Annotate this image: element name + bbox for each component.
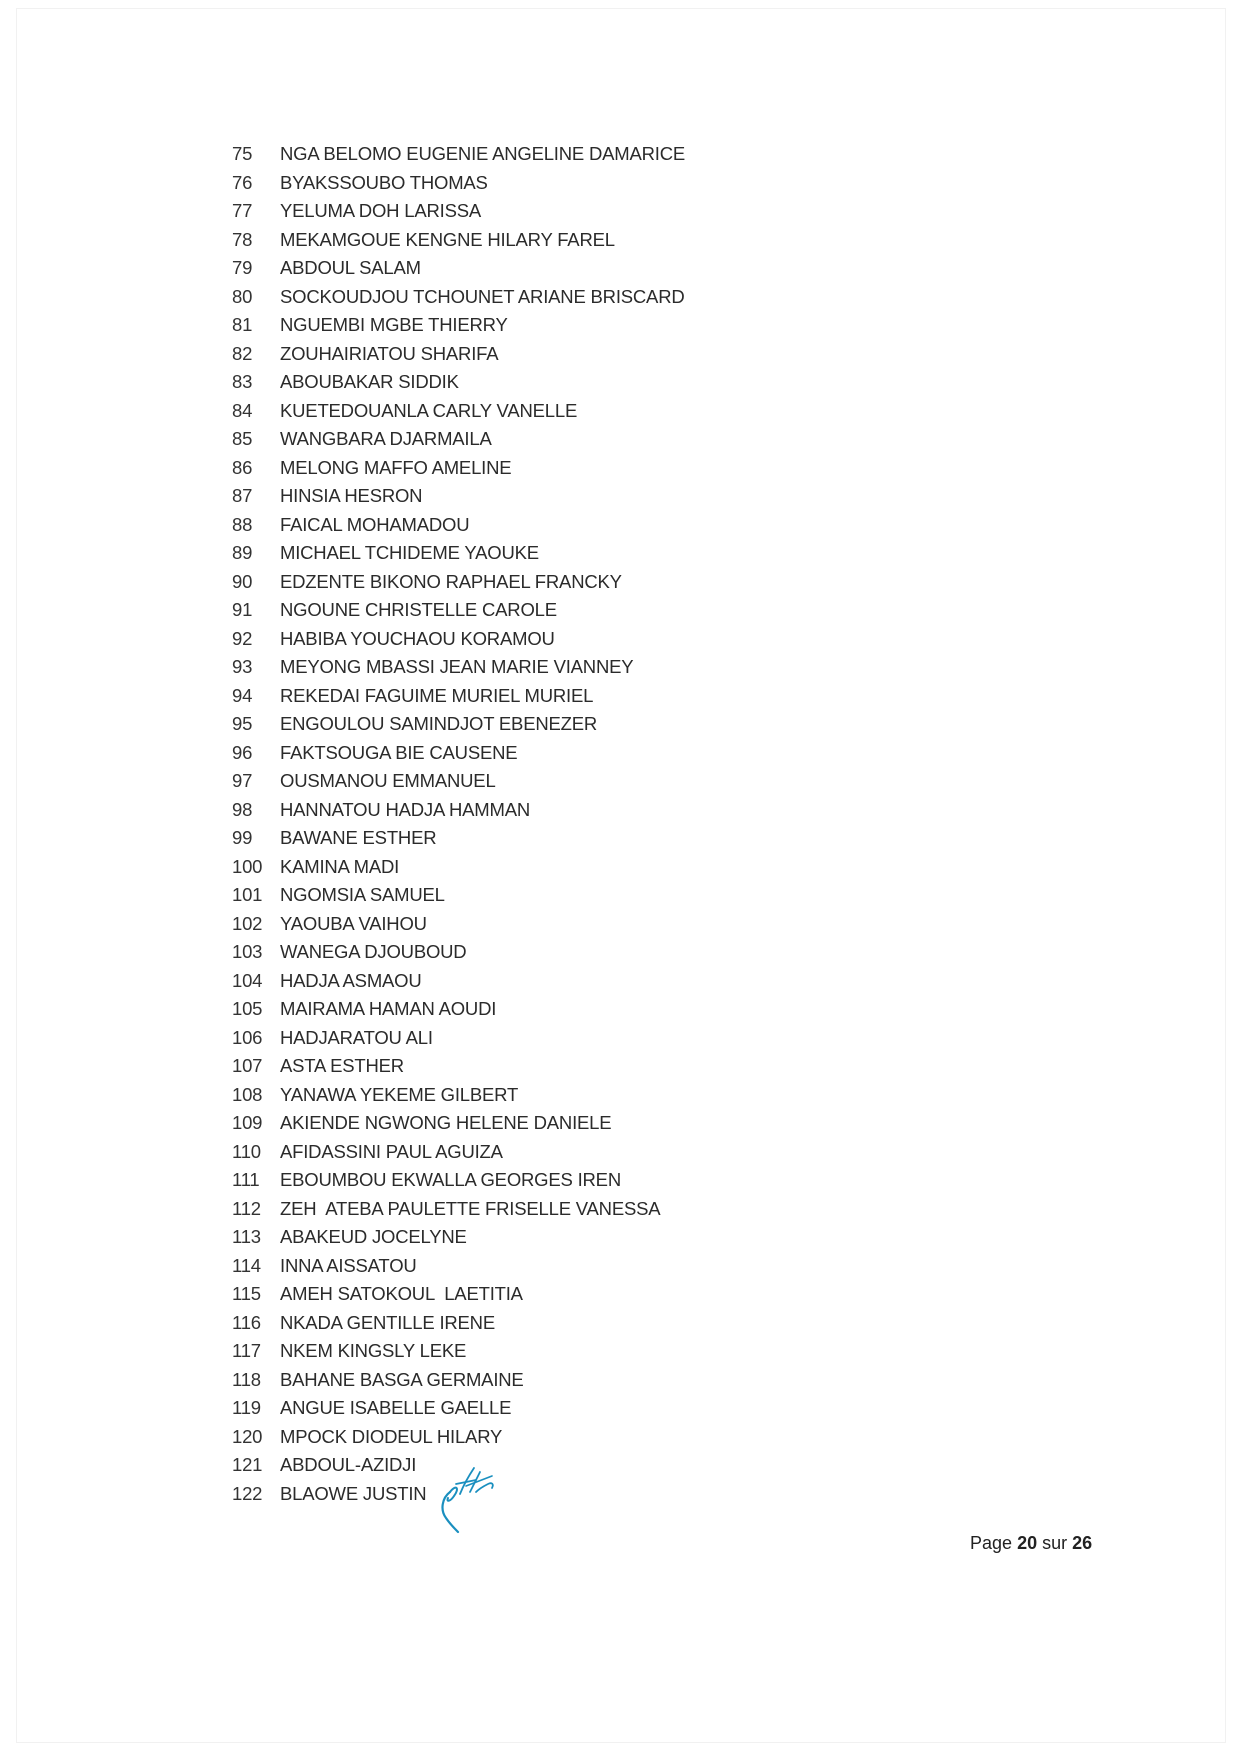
entry-number: 84 (232, 399, 253, 421)
entry-number: 111 (232, 1169, 260, 1190)
entry-number: 105 (232, 998, 263, 1019)
handwritten-signature (436, 1462, 502, 1534)
list-item (232, 799, 685, 828)
entry-name: ZEH ATEBA PAULETTE FRISELLE VANESSA (280, 1197, 661, 1219)
entry-name: ANGUE ISABELLE GAELLE (280, 1397, 512, 1418)
list-item (232, 913, 685, 942)
entry-name: REKEDAI FAGUIME MURIEL MURIEL (280, 684, 594, 706)
list-item (232, 827, 685, 856)
entry-number: 115 (232, 1283, 261, 1304)
name-list (232, 143, 685, 1511)
entry-name: KAMINA MADI (280, 855, 400, 877)
list-item (232, 1312, 685, 1341)
list-item (232, 884, 685, 913)
page-label: Page (970, 1533, 1013, 1553)
list-item (232, 856, 685, 885)
entry-number: 92 (232, 627, 253, 649)
list-item (232, 371, 685, 400)
entry-name: YELUMA DOH LARISSA (280, 200, 481, 221)
entry-number: 86 (232, 456, 253, 478)
entry-number: 87 (232, 485, 253, 506)
list-item (232, 1027, 685, 1056)
list-item (232, 713, 685, 742)
entry-number: 85 (232, 428, 253, 449)
entry-name: ZOUHAIRIATOU SHARIFA (280, 342, 499, 364)
entry-name: HADJARATOU ALI (280, 1026, 433, 1048)
list-item (232, 1198, 685, 1227)
list-item (232, 1255, 685, 1284)
list-item (232, 457, 685, 486)
entry-name: ABDOUL-AZIDJI (280, 1454, 417, 1475)
entry-number: 89 (232, 542, 253, 563)
entry-number: 76 (232, 171, 253, 193)
entry-name: BYAKSSOUBO THOMAS (280, 171, 488, 193)
entry-name: MPOCK DIODEUL HILARY (280, 1425, 503, 1447)
list-item (232, 428, 685, 457)
list-item (232, 998, 685, 1027)
entry-number: 104 (232, 969, 263, 991)
list-item (232, 485, 685, 514)
entry-name: AFIDASSINI PAUL AGUIZA (280, 1140, 503, 1162)
list-item (232, 685, 685, 714)
entry-name: FAKTSOUGA BIE CAUSENE (280, 741, 518, 763)
list-item (232, 1340, 685, 1369)
list-item (232, 400, 685, 429)
entry-number: 116 (232, 1311, 261, 1333)
list-item (232, 343, 685, 372)
list-item (232, 1084, 685, 1113)
entry-number: 119 (232, 1397, 261, 1418)
entry-number: 97 (232, 770, 253, 791)
entry-name: MICHAEL TCHIDEME YAOUKE (280, 542, 539, 563)
entry-number: 109 (232, 1112, 263, 1133)
entry-name: MELONG MAFFO AMELINE (280, 456, 512, 478)
list-item (232, 172, 685, 201)
entry-number: 98 (232, 798, 253, 820)
entry-number: 120 (232, 1425, 263, 1447)
entry-name: MAIRAMA HAMAN AOUDI (280, 998, 497, 1019)
entry-name: BAWANE ESTHER (280, 827, 437, 848)
entry-number: 108 (232, 1083, 263, 1105)
entry-name: NGOMSIA SAMUEL (280, 884, 445, 905)
entry-name: MEKAMGOUE KENGNE HILARY FAREL (280, 228, 615, 250)
entry-name: FAICAL MOHAMADOU (280, 513, 470, 535)
list-item (232, 514, 685, 543)
entry-name: WANGBARA DJARMAILA (280, 428, 492, 449)
entry-number: 101 (232, 884, 263, 905)
list-item (232, 1397, 685, 1426)
entry-name: AKIENDE NGWONG HELENE DANIELE (280, 1112, 612, 1133)
entry-name: YAOUBA VAIHOU (280, 912, 427, 934)
list-item (232, 257, 685, 286)
entry-number: 93 (232, 656, 253, 677)
list-item (232, 542, 685, 571)
list-item (232, 656, 685, 685)
list-item (232, 1426, 685, 1455)
list-item (232, 599, 685, 628)
page-separator: sur (1042, 1533, 1068, 1553)
entry-name: AMEH SATOKOUL LAETITIA (280, 1283, 523, 1304)
entry-number: 96 (232, 741, 253, 763)
entry-name: NKEM KINGSLY LEKE (280, 1340, 467, 1361)
list-item (232, 770, 685, 799)
entry-name: BAHANE BASGA GERMAINE (280, 1368, 524, 1390)
list-item (232, 1141, 685, 1170)
list-item (232, 571, 685, 600)
entry-number: 91 (232, 599, 253, 620)
entry-number: 107 (232, 1055, 263, 1076)
list-item (232, 229, 685, 258)
entry-number: 94 (232, 684, 253, 706)
page-number-footer (970, 1533, 1092, 1554)
entry-number: 113 (232, 1226, 261, 1247)
entry-number: 99 (232, 827, 253, 848)
entry-name: NGOUNE CHRISTELLE CAROLE (280, 599, 557, 620)
entry-name: ABDOUL SALAM (280, 257, 421, 278)
entry-number: 112 (232, 1197, 261, 1219)
entry-name: ENGOULOU SAMINDJOT EBENEZER (280, 713, 598, 734)
list-item (232, 200, 685, 229)
entry-name: KUETEDOUANLA CARLY VANELLE (280, 399, 578, 421)
entry-number: 79 (232, 257, 253, 278)
entry-number: 88 (232, 513, 253, 535)
entry-name: YANAWA YEKEME GILBERT (280, 1083, 519, 1105)
total-pages-number: 26 (1072, 1533, 1093, 1553)
list-item (232, 742, 685, 771)
entry-name: HANNATOU HADJA HAMMAN (280, 798, 531, 820)
list-item (232, 143, 685, 172)
current-page-number: 20 (1017, 1533, 1038, 1553)
entry-name: OUSMANOU EMMANUEL (280, 770, 496, 791)
entry-number: 121 (232, 1454, 263, 1475)
entry-name: HABIBA YOUCHAOU KORAMOU (280, 627, 555, 649)
entry-number: 110 (232, 1140, 261, 1162)
entry-number: 75 (232, 143, 253, 164)
entry-name: BLAOWE JUSTIN (280, 1482, 427, 1504)
list-item (232, 286, 685, 315)
entry-number: 103 (232, 941, 263, 962)
entry-name: EBOUMBOU EKWALLA GEORGES IREN (280, 1169, 621, 1190)
entry-name: EDZENTE BIKONO RAPHAEL FRANCKY (280, 570, 622, 592)
entry-number: 90 (232, 570, 253, 592)
entry-number: 122 (232, 1482, 263, 1504)
entry-name: HINSIA HESRON (280, 485, 423, 506)
entry-number: 83 (232, 371, 253, 392)
entry-name: ABAKEUD JOCELYNE (280, 1226, 467, 1247)
list-item (232, 1369, 685, 1398)
entry-name: INNA AISSATOU (280, 1254, 417, 1276)
entry-name: ABOUBAKAR SIDDIK (280, 371, 459, 392)
entry-number: 114 (232, 1254, 261, 1276)
entry-name: ASTA ESTHER (280, 1055, 404, 1076)
list-item (232, 628, 685, 657)
entry-number: 106 (232, 1026, 263, 1048)
entry-name: NGUEMBI MGBE THIERRY (280, 314, 508, 335)
entry-number: 78 (232, 228, 253, 250)
entry-number: 118 (232, 1368, 261, 1390)
entry-number: 77 (232, 200, 253, 221)
entry-number: 102 (232, 912, 263, 934)
entry-name: NKADA GENTILLE IRENE (280, 1311, 495, 1333)
list-item (232, 314, 685, 343)
list-item (232, 941, 685, 970)
entry-number: 117 (232, 1340, 261, 1361)
list-item (232, 1226, 685, 1255)
entry-name: NGA BELOMO EUGENIE ANGELINE DAMARICE (280, 143, 686, 164)
list-item (232, 1112, 685, 1141)
entry-number: 95 (232, 713, 253, 734)
entry-name: HADJA ASMAOU (280, 969, 422, 991)
entry-name: WANEGA DJOUBOUD (280, 941, 467, 962)
list-item (232, 1169, 685, 1198)
entry-number: 100 (232, 855, 263, 877)
list-item (232, 1283, 685, 1312)
entry-name: MEYONG MBASSI JEAN MARIE VIANNEY (280, 656, 634, 677)
entry-number: 82 (232, 342, 253, 364)
list-item (232, 1055, 685, 1084)
entry-name: SOCKOUDJOU TCHOUNET ARIANE BRISCARD (280, 285, 685, 307)
entry-number: 80 (232, 285, 253, 307)
list-item (232, 970, 685, 999)
entry-number: 81 (232, 314, 253, 335)
